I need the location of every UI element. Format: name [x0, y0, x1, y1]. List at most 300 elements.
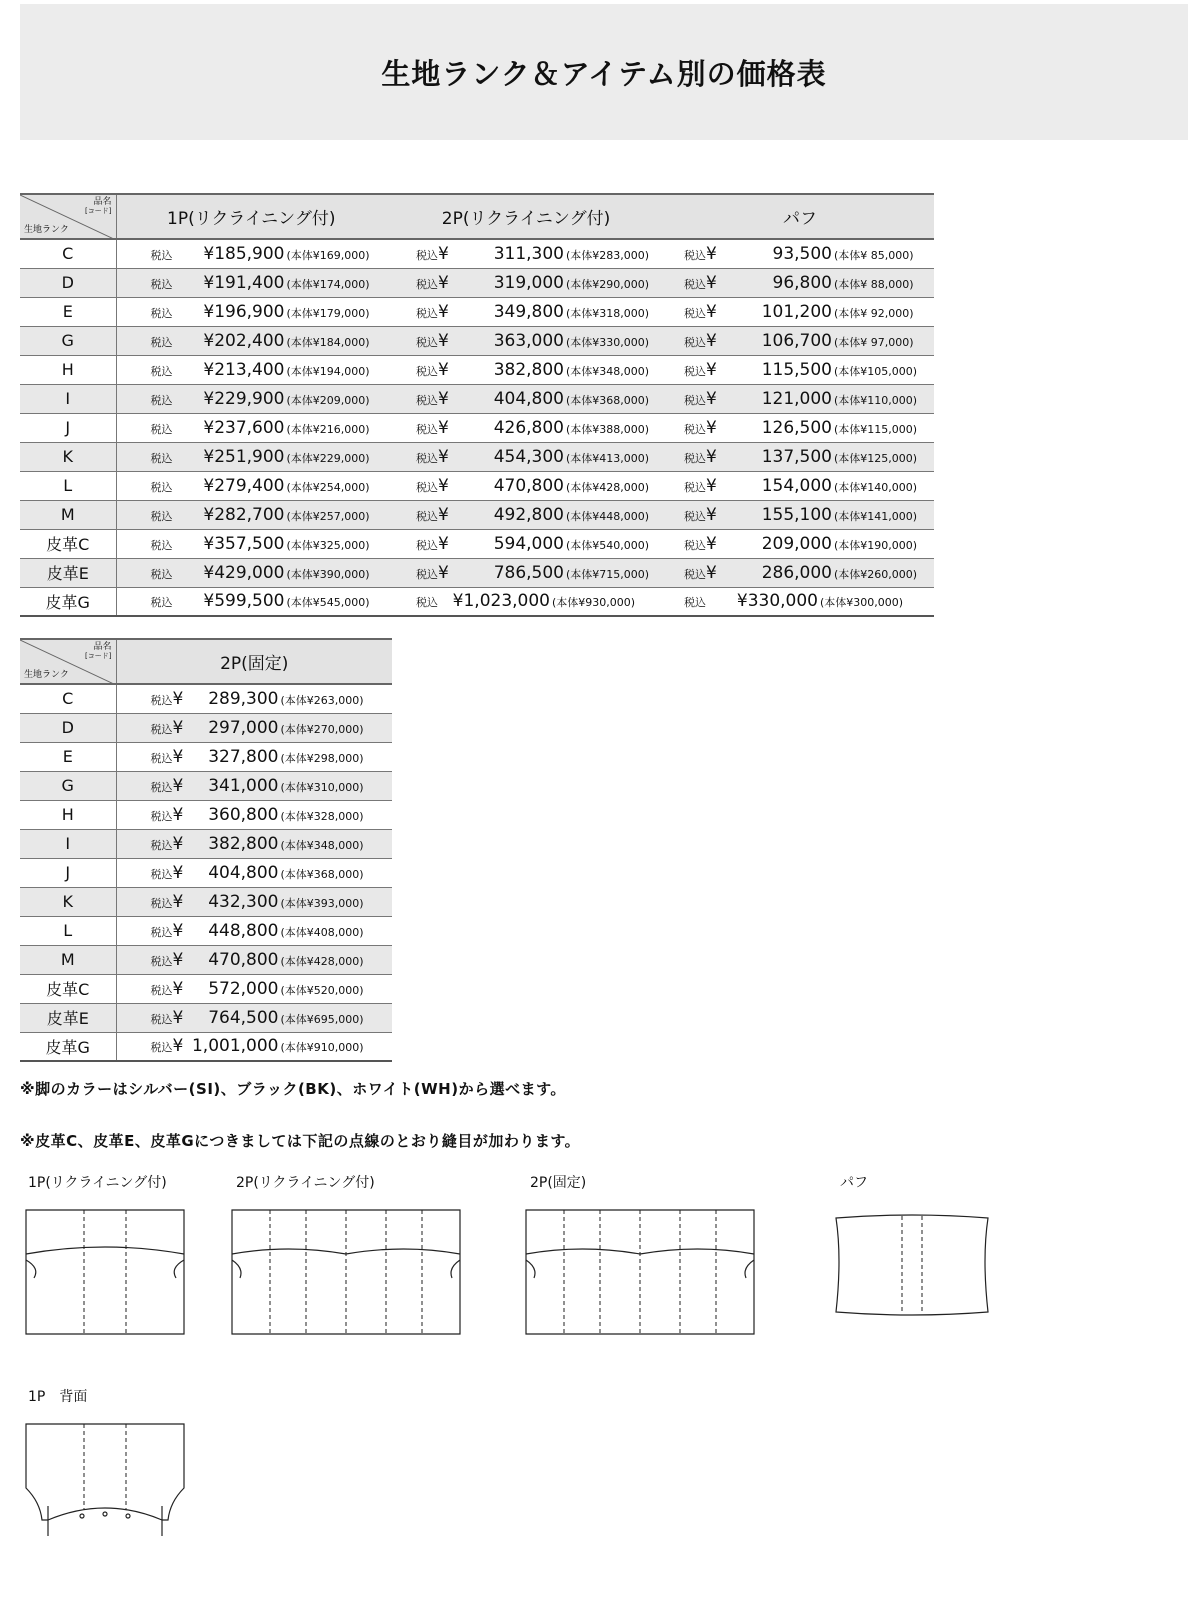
price-tax-included: 426,800 — [493, 417, 564, 438]
price-tax-excluded: (本体¥545,000) — [286, 596, 370, 610]
tax-included-label: 税込 — [150, 451, 173, 465]
tax-included-label: 税込 — [684, 248, 706, 262]
price-tax-excluded: (本体¥540,000) — [566, 538, 650, 552]
page-title: 生地ランク＆アイテム別の価格表 — [381, 57, 827, 91]
price-cell — [386, 587, 666, 616]
rank-cell: E — [20, 742, 116, 771]
price-tax-excluded: (本体¥283,000) — [566, 248, 650, 262]
diagram-label: 2P(固定) — [530, 1175, 587, 1191]
price-cell — [116, 558, 386, 587]
table-row — [20, 945, 392, 974]
price-tax-excluded: (本体¥695,000) — [280, 1012, 364, 1026]
yen-sign: ¥ — [172, 833, 184, 854]
table-row — [20, 442, 934, 471]
rank-cell: H — [20, 800, 116, 829]
table-row — [20, 529, 934, 558]
price-cell — [116, 413, 386, 442]
price-tax-excluded: (本体¥184,000) — [286, 335, 370, 349]
yen-sign: ¥ — [438, 388, 449, 409]
tax-included-label: 税込 — [684, 509, 706, 523]
table-header-row — [20, 639, 392, 684]
leather-seam-note: ※皮革C、皮革E、皮革Gにつきましては下記の点線のとおり縫目が加わります。 — [20, 1132, 581, 1150]
tax-included-label: 税込 — [150, 393, 173, 407]
diagram-puff — [832, 1172, 992, 1332]
price-tax-excluded: (本体¥140,000) — [834, 480, 918, 494]
yen-sign: ¥ — [172, 920, 184, 941]
price-tax-included: 96,800 — [772, 272, 832, 293]
price-tax-included: ¥185,900 — [203, 243, 285, 264]
table-row — [20, 974, 392, 1003]
tax-included-label: 税込 — [416, 451, 438, 465]
price-tax-included: 382,800 — [208, 833, 279, 854]
price-cell — [116, 713, 392, 742]
table-header-row — [20, 194, 934, 239]
yen-sign: ¥ — [706, 446, 717, 467]
price-tax-excluded: (本体¥110,000) — [834, 393, 918, 407]
price-cell — [116, 1003, 392, 1032]
yen-sign: ¥ — [172, 746, 184, 767]
rank-cell: K — [20, 887, 116, 916]
tax-included-label: 税込 — [150, 538, 173, 552]
tax-included-label: 税込 — [150, 422, 173, 436]
tax-included-label: 税込 — [150, 596, 173, 610]
price-tax-included: 327,800 — [208, 746, 279, 767]
yen-sign: ¥ — [438, 533, 449, 554]
table-row — [20, 587, 934, 616]
price-cell — [386, 471, 666, 500]
tax-included-label: 税込 — [416, 596, 438, 610]
price-cell — [386, 500, 666, 529]
table-row — [20, 384, 934, 413]
price-cell — [666, 587, 934, 616]
price-tax-excluded: (本体¥368,000) — [280, 867, 364, 881]
rank-cell: D — [20, 268, 116, 297]
tax-included-label: 税込 — [150, 364, 173, 378]
price-tax-excluded: (本体¥448,000) — [566, 509, 650, 523]
price-cell — [116, 297, 386, 326]
tax-included-label: 税込 — [150, 925, 173, 939]
price-cell — [116, 771, 392, 800]
price-tax-excluded: (本体¥257,000) — [286, 509, 370, 523]
price-tax-excluded: (本体¥428,000) — [566, 480, 650, 494]
price-tax-included: ¥191,400 — [203, 272, 285, 293]
price-tax-included: ¥196,900 — [203, 301, 285, 322]
yen-sign: ¥ — [706, 562, 717, 583]
price-tax-included: ¥429,000 — [203, 562, 285, 583]
price-cell — [116, 945, 392, 974]
yen-sign: ¥ — [706, 301, 717, 322]
price-cell — [666, 326, 934, 355]
price-tax-included: 470,800 — [208, 949, 279, 970]
table-row — [20, 413, 934, 442]
corner-cell — [20, 194, 116, 239]
price-tax-included: 448,800 — [208, 920, 279, 941]
rank-cell: C — [20, 684, 116, 713]
price-tax-included: 360,800 — [208, 804, 279, 825]
price-tax-excluded: (本体¥194,000) — [286, 364, 370, 378]
price-tax-excluded: (本体¥216,000) — [286, 422, 370, 436]
price-tax-included: 115,500 — [761, 359, 832, 380]
yen-sign: ¥ — [172, 775, 184, 796]
yen-sign: ¥ — [706, 359, 717, 380]
price-tax-excluded: (本体¥169,000) — [286, 248, 370, 262]
rank-cell: C — [20, 239, 116, 268]
price-cell — [116, 858, 392, 887]
corner-code-label: [コード] — [85, 207, 112, 215]
price-tax-included: 349,800 — [493, 301, 564, 322]
price-cell — [116, 355, 386, 384]
price-tax-included: ¥251,900 — [203, 446, 285, 467]
rank-cell: K — [20, 442, 116, 471]
price-tax-excluded: (本体¥390,000) — [286, 567, 370, 581]
price-tax-excluded: (本体¥125,000) — [834, 451, 918, 465]
table-row — [20, 713, 392, 742]
yen-sign: ¥ — [706, 388, 717, 409]
price-tax-included: 470,800 — [493, 475, 564, 496]
table-row — [20, 297, 934, 326]
tax-included-label: 税込 — [150, 335, 173, 349]
yen-sign: ¥ — [438, 475, 449, 496]
tax-included-label: 税込 — [416, 277, 438, 291]
tax-included-label: 税込 — [684, 451, 706, 465]
rank-cell: G — [20, 771, 116, 800]
table-row — [20, 800, 392, 829]
price-cell — [116, 471, 386, 500]
price-tax-excluded: (本体¥298,000) — [280, 751, 364, 765]
table-row — [20, 558, 934, 587]
price-tax-excluded: (本体¥290,000) — [566, 277, 650, 291]
price-tax-excluded: (本体¥393,000) — [280, 896, 364, 910]
price-tax-included: 432,300 — [208, 891, 279, 912]
sofa-1p-drawing — [20, 1198, 190, 1348]
price-tax-excluded: (本体¥348,000) — [566, 364, 650, 378]
tax-included-label: 税込 — [416, 393, 438, 407]
price-tax-excluded: (本体¥179,000) — [286, 306, 370, 320]
diagram-label: パフ — [840, 1175, 868, 1191]
puff-drawing — [832, 1198, 992, 1328]
table-row — [20, 355, 934, 384]
price-tax-included: 404,800 — [493, 388, 564, 409]
tax-included-label: 税込 — [684, 277, 706, 291]
yen-sign: ¥ — [706, 504, 717, 525]
price-tax-included: 454,300 — [493, 446, 564, 467]
price-cell — [386, 239, 666, 268]
price-cell — [666, 297, 934, 326]
corner-cell — [20, 639, 116, 684]
diagram-1p-recliner — [20, 1172, 190, 1352]
yen-sign: ¥ — [172, 717, 184, 738]
tax-included-label: 税込 — [416, 422, 438, 436]
sofa-2p-fixed-drawing — [522, 1198, 758, 1348]
yen-sign: ¥ — [172, 949, 184, 970]
tax-included-label: 税込 — [684, 306, 706, 320]
price-tax-excluded: (本体¥328,000) — [280, 809, 364, 823]
price-cell — [116, 268, 386, 297]
tax-included-label: 税込 — [150, 809, 173, 823]
price-cell — [666, 529, 934, 558]
price-tax-excluded: (本体¥310,000) — [280, 780, 364, 794]
rank-cell: G — [20, 326, 116, 355]
title-band — [20, 4, 1188, 140]
table-row — [20, 887, 392, 916]
column-header-2p-recliner: 2P(リクライニング付) — [386, 194, 666, 239]
price-tax-included: 341,000 — [208, 775, 279, 796]
price-cell — [666, 239, 934, 268]
price-tax-included: 382,800 — [493, 359, 564, 380]
price-tax-included: 363,000 — [493, 330, 564, 351]
rank-cell: M — [20, 945, 116, 974]
yen-sign: ¥ — [172, 891, 184, 912]
diagram-2p-recliner — [228, 1172, 464, 1352]
table-row — [20, 829, 392, 858]
rank-cell: 皮革G — [20, 1032, 116, 1061]
price-cell — [666, 500, 934, 529]
table-row — [20, 268, 934, 297]
price-cell — [666, 471, 934, 500]
yen-sign: ¥ — [438, 272, 449, 293]
yen-sign: ¥ — [706, 417, 717, 438]
table-row — [20, 1003, 392, 1032]
price-cell — [666, 558, 934, 587]
price-tax-included: ¥229,900 — [203, 388, 285, 409]
price-tax-excluded: (本体¥ 92,000) — [834, 306, 914, 320]
yen-sign: ¥ — [172, 1007, 184, 1028]
price-tax-excluded: (本体¥260,000) — [834, 567, 918, 581]
price-tax-included: ¥282,700 — [203, 504, 285, 525]
tax-included-label: 税込 — [150, 1041, 173, 1055]
tax-included-label: 税込 — [150, 896, 173, 910]
yen-sign: ¥ — [438, 301, 449, 322]
price-table-fixed — [20, 638, 392, 1062]
table-row — [20, 684, 392, 713]
column-header-puff: パフ — [666, 194, 934, 239]
diagram-2p-fixed — [522, 1172, 758, 1352]
price-tax-excluded: (本体¥408,000) — [280, 925, 364, 939]
rank-cell: I — [20, 829, 116, 858]
price-tax-excluded: (本体¥141,000) — [834, 509, 918, 523]
price-tax-excluded: (本体¥263,000) — [280, 693, 364, 707]
price-tax-excluded: (本体¥413,000) — [566, 451, 650, 465]
price-cell — [386, 384, 666, 413]
price-cell — [116, 1032, 392, 1061]
price-tax-excluded: (本体¥270,000) — [280, 722, 364, 736]
corner-code-label: [コード] — [85, 652, 112, 660]
price-tax-included: 311,300 — [493, 243, 564, 264]
table-row — [20, 858, 392, 887]
price-cell — [116, 800, 392, 829]
price-tax-excluded: (本体¥520,000) — [280, 983, 364, 997]
rank-cell: 皮革C — [20, 974, 116, 1003]
yen-sign: ¥ — [438, 417, 449, 438]
price-tax-excluded: (本体¥115,000) — [834, 422, 918, 436]
tax-included-label: 税込 — [684, 596, 706, 610]
price-tax-excluded: (本体¥428,000) — [280, 954, 364, 968]
price-cell — [116, 529, 386, 558]
price-cell — [116, 974, 392, 1003]
price-tax-excluded: (本体¥209,000) — [286, 393, 370, 407]
price-tax-included: 154,000 — [761, 475, 832, 496]
price-cell — [666, 384, 934, 413]
tax-included-label: 税込 — [684, 393, 706, 407]
tax-included-label: 税込 — [416, 335, 438, 349]
price-tax-included: 297,000 — [208, 717, 279, 738]
yen-sign: ¥ — [172, 862, 184, 883]
price-cell — [666, 442, 934, 471]
tax-included-label: 税込 — [416, 509, 438, 523]
rank-cell: L — [20, 471, 116, 500]
rank-cell: I — [20, 384, 116, 413]
tax-included-label: 税込 — [684, 567, 706, 581]
rank-cell: J — [20, 413, 116, 442]
price-tax-included: 155,100 — [761, 504, 832, 525]
tax-included-label: 税込 — [416, 248, 438, 262]
diagram-label: 2P(リクライニング付) — [236, 1175, 375, 1191]
price-tax-excluded: (本体¥910,000) — [280, 1041, 364, 1055]
yen-sign: ¥ — [706, 533, 717, 554]
price-tax-included: 764,500 — [208, 1007, 279, 1028]
price-tax-excluded: (本体¥348,000) — [280, 838, 364, 852]
price-cell — [116, 587, 386, 616]
price-tax-excluded: (本体¥ 97,000) — [834, 335, 914, 349]
tax-included-label: 税込 — [150, 780, 173, 794]
price-tax-included: 121,000 — [761, 388, 832, 409]
table-row — [20, 916, 392, 945]
price-tax-included: ¥202,400 — [203, 330, 285, 351]
yen-sign: ¥ — [706, 272, 717, 293]
price-cell — [386, 355, 666, 384]
price-tax-excluded: (本体¥ 88,000) — [834, 277, 914, 291]
price-tax-excluded: (本体¥388,000) — [566, 422, 650, 436]
sofa-1p-back-drawing — [20, 1412, 190, 1542]
tax-included-label: 税込 — [416, 364, 438, 378]
price-tax-included: 594,000 — [493, 533, 564, 554]
price-tax-included: 286,000 — [761, 562, 832, 583]
yen-sign: ¥ — [172, 1036, 184, 1057]
sofa-2p-drawing — [228, 1198, 464, 1348]
price-tax-included: ¥330,000 — [736, 591, 818, 612]
price-cell — [386, 297, 666, 326]
tax-included-label: 税込 — [150, 480, 173, 494]
price-tax-included: ¥279,400 — [203, 475, 285, 496]
price-tax-excluded: (本体¥254,000) — [286, 480, 370, 494]
price-cell — [116, 500, 386, 529]
tax-included-label: 税込 — [150, 751, 173, 765]
price-tax-included: 404,800 — [208, 862, 279, 883]
tax-included-label: 税込 — [684, 335, 706, 349]
tax-included-label: 税込 — [150, 954, 173, 968]
tax-included-label: 税込 — [150, 693, 173, 707]
price-tax-excluded: (本体¥ 85,000) — [834, 248, 914, 262]
table-row — [20, 239, 934, 268]
price-cell — [386, 326, 666, 355]
leg-color-note: ※脚のカラーはシルバー(SI)、ブラック(BK)、ホワイト(WH)から選べます。 — [20, 1080, 566, 1098]
tax-included-label: 税込 — [684, 364, 706, 378]
tax-included-label: 税込 — [416, 538, 438, 552]
price-tax-included: 492,800 — [493, 504, 564, 525]
yen-sign: ¥ — [438, 243, 449, 264]
price-cell — [116, 829, 392, 858]
price-cell — [666, 413, 934, 442]
price-cell — [666, 268, 934, 297]
price-cell — [116, 442, 386, 471]
diagram-1p-back — [20, 1386, 190, 1546]
tax-included-label: 税込 — [150, 983, 173, 997]
column-header-1p-recliner: 1P(リクライニング付) — [116, 194, 386, 239]
price-cell — [386, 558, 666, 587]
price-tax-included: ¥213,400 — [203, 359, 285, 380]
corner-rank-label: 生地ランク — [24, 670, 69, 680]
rank-cell: M — [20, 500, 116, 529]
tax-included-label: 税込 — [416, 480, 438, 494]
tax-included-label: 税込 — [150, 867, 173, 881]
price-tax-excluded: (本体¥325,000) — [286, 538, 370, 552]
table-row — [20, 500, 934, 529]
price-cell — [116, 742, 392, 771]
price-table-recliner — [20, 193, 934, 617]
price-table-body — [20, 239, 934, 616]
price-tax-excluded: (本体¥330,000) — [566, 335, 650, 349]
price-cell — [116, 239, 386, 268]
tax-included-label: 税込 — [150, 567, 173, 581]
price-cell — [386, 268, 666, 297]
rank-cell: 皮革E — [20, 558, 116, 587]
rank-cell: D — [20, 713, 116, 742]
price-tax-included: 106,700 — [761, 330, 832, 351]
tax-included-label: 税込 — [150, 509, 173, 523]
table-row — [20, 471, 934, 500]
price-tax-included: ¥1,023,000 — [452, 591, 550, 612]
price-cell — [116, 887, 392, 916]
price-tax-included: 1,001,000 — [191, 1036, 279, 1057]
corner-item-label: 品名 [コード] — [85, 197, 112, 215]
price-tax-excluded: (本体¥300,000) — [820, 596, 904, 610]
price-tax-included: 289,300 — [208, 688, 279, 709]
diagram-label: 1P 背面 — [28, 1389, 88, 1405]
table-row — [20, 742, 392, 771]
rank-cell: 皮革C — [20, 529, 116, 558]
price-cell — [116, 326, 386, 355]
yen-sign: ¥ — [438, 562, 449, 583]
price-tax-excluded: (本体¥715,000) — [566, 567, 650, 581]
yen-sign: ¥ — [438, 504, 449, 525]
price-cell — [386, 442, 666, 471]
tax-included-label: 税込 — [684, 480, 706, 494]
price-tax-included: 137,500 — [761, 446, 832, 467]
price-tax-included: 572,000 — [208, 978, 279, 999]
yen-sign: ¥ — [172, 804, 184, 825]
price-tax-excluded: (本体¥105,000) — [834, 364, 918, 378]
yen-sign: ¥ — [706, 243, 717, 264]
yen-sign: ¥ — [172, 978, 184, 999]
price-tax-included: ¥357,500 — [203, 533, 285, 554]
yen-sign: ¥ — [706, 475, 717, 496]
yen-sign: ¥ — [438, 359, 449, 380]
table-row — [20, 326, 934, 355]
rank-cell: J — [20, 858, 116, 887]
rank-cell: H — [20, 355, 116, 384]
price-tax-excluded: (本体¥190,000) — [834, 538, 918, 552]
rank-cell: L — [20, 916, 116, 945]
price-tax-included: ¥237,600 — [203, 417, 285, 438]
table-row — [20, 1032, 392, 1061]
tax-included-label: 税込 — [150, 277, 173, 291]
tax-included-label: 税込 — [150, 838, 173, 852]
yen-sign: ¥ — [438, 330, 449, 351]
tax-included-label: 税込 — [150, 1012, 173, 1026]
tax-included-label: 税込 — [150, 248, 173, 262]
price-tax-included: 126,500 — [761, 417, 832, 438]
tax-included-label: 税込 — [150, 722, 173, 736]
